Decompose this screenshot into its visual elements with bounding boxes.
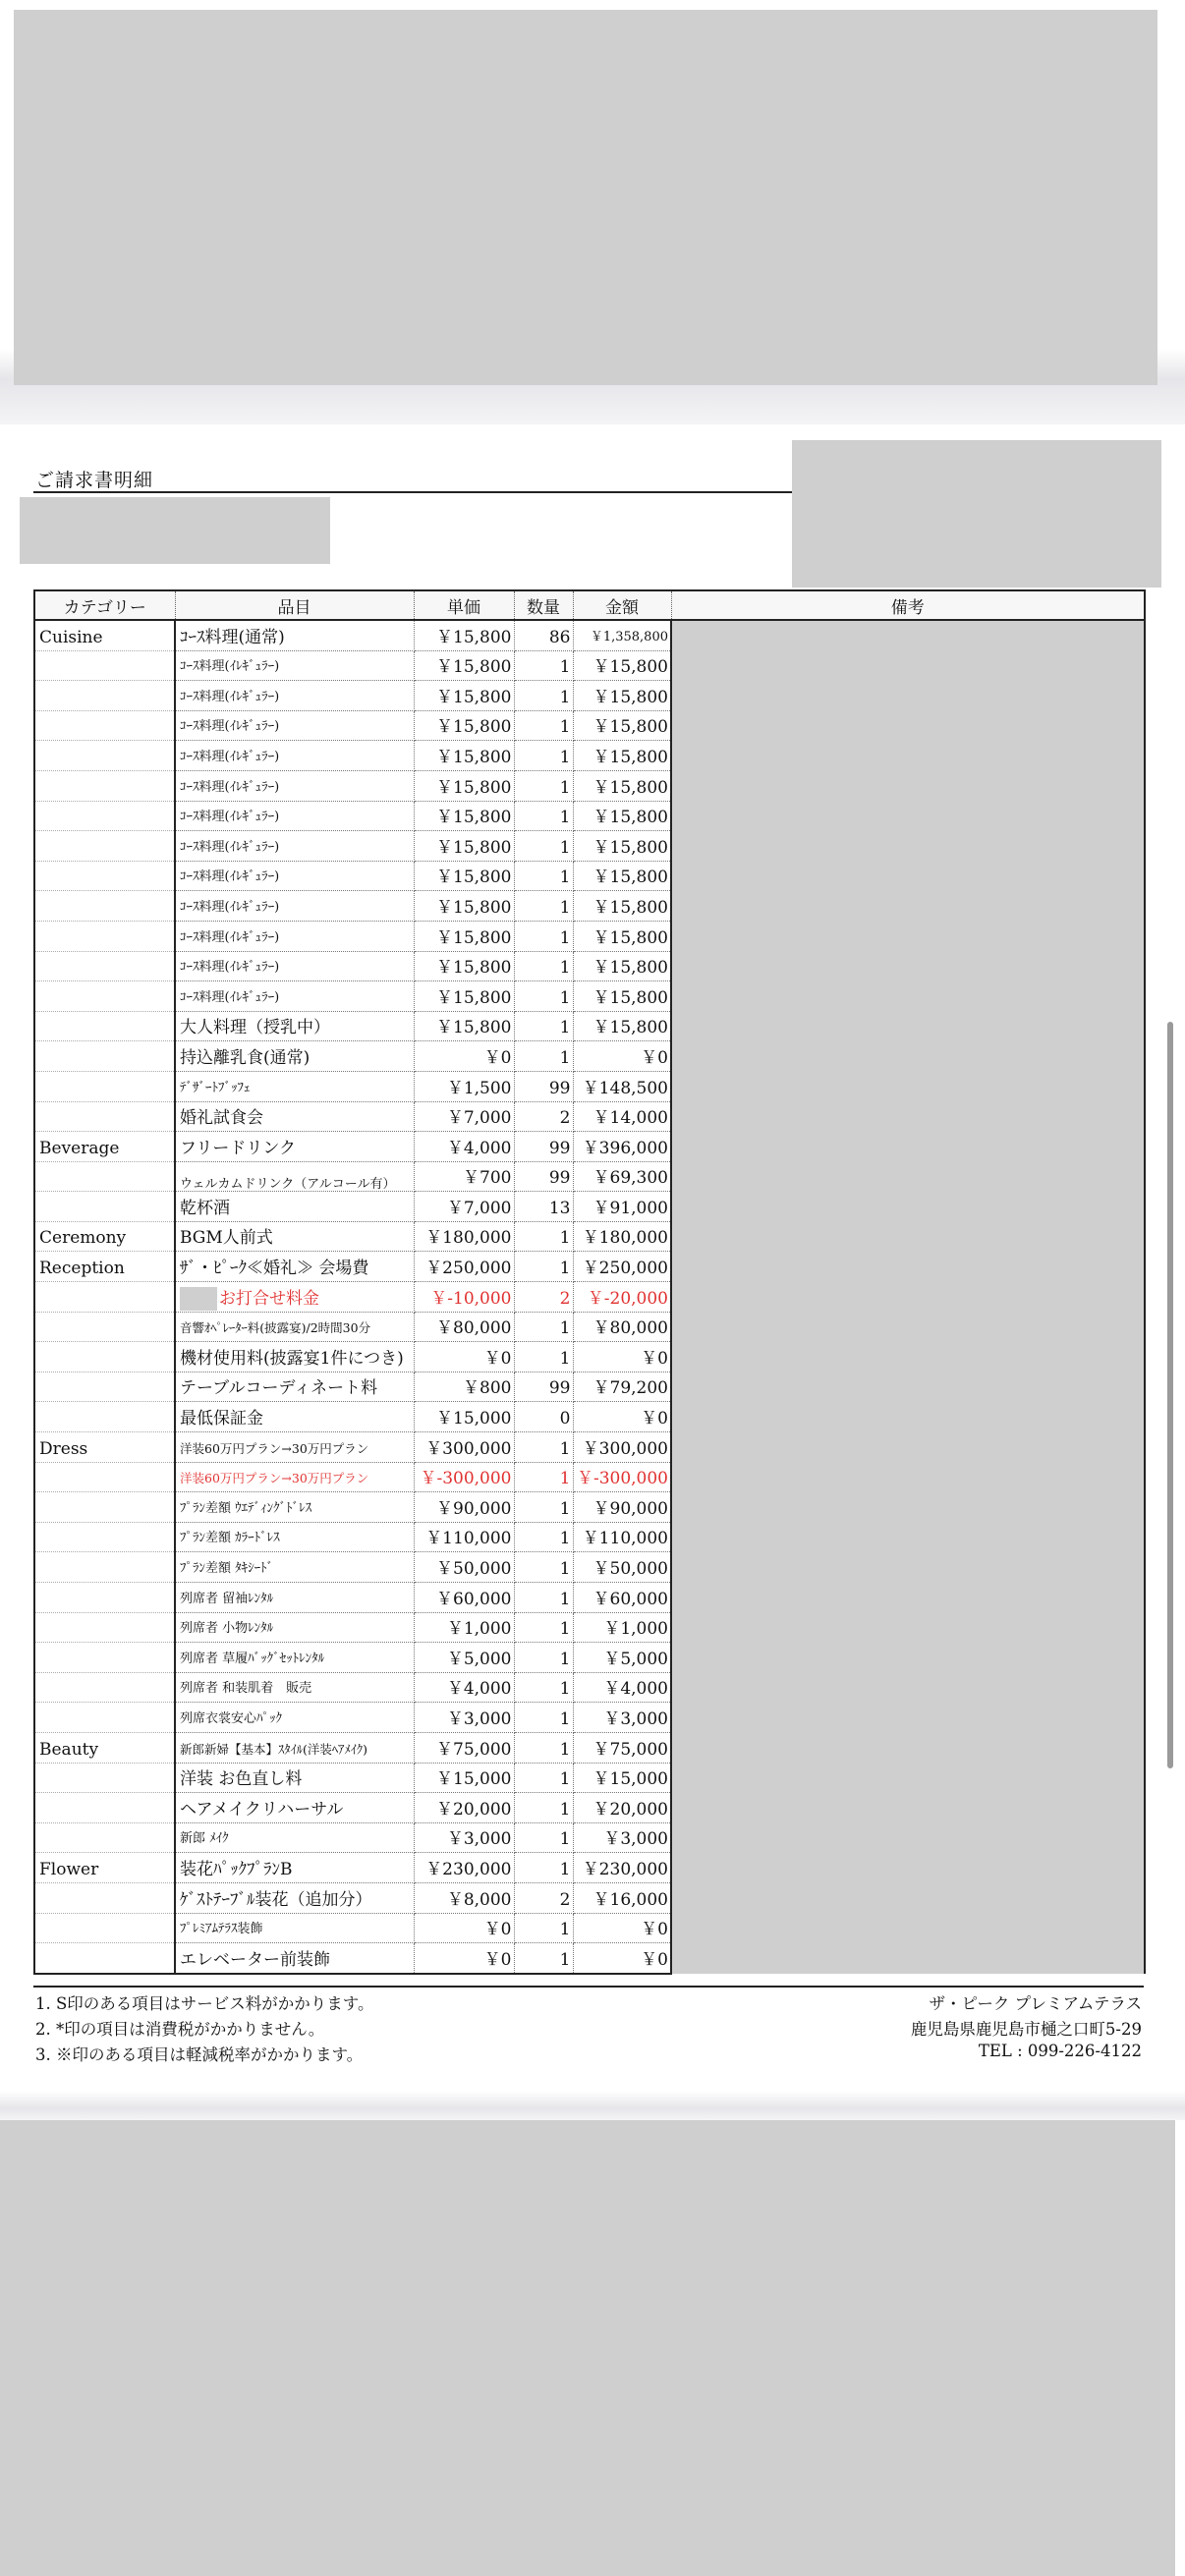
quantity-cell: 1 xyxy=(514,770,573,801)
quantity-cell: 13 xyxy=(514,1192,573,1222)
quantity-cell: 1 xyxy=(514,1703,573,1733)
category-cell xyxy=(34,1552,175,1583)
quantity-cell: 2 xyxy=(514,1282,573,1313)
amount-cell: ￥15,800 xyxy=(573,831,671,862)
item-label: ﾃﾞｻﾞｰﾄﾌﾞｯﾌｪ xyxy=(180,1080,251,1095)
item-label: ｺｰｽ料理(ｲﾚｷﾞｭﾗｰ) xyxy=(180,839,280,855)
category-cell: Flower xyxy=(34,1853,175,1883)
category-cell xyxy=(34,1703,175,1733)
item-label: BGM人前式 xyxy=(180,1228,273,1249)
page-title: ご請求書明細 xyxy=(35,470,154,491)
item-cell xyxy=(175,1732,414,1763)
quantity-cell: 2 xyxy=(514,1101,573,1132)
item-cell xyxy=(175,891,414,922)
amount-cell: ￥-20,000 xyxy=(573,1282,671,1313)
invoice-table xyxy=(33,589,1146,1975)
unit-price-cell: ￥15,800 xyxy=(414,801,514,831)
item-cell xyxy=(175,1943,414,1974)
amount-cell: ￥50,000 xyxy=(573,1552,671,1583)
quantity-cell: 1 xyxy=(514,861,573,891)
unit-price-cell: ￥700 xyxy=(414,1161,514,1192)
item-label: ｺｰｽ料理(ｲﾚｷﾞｭﾗｰ) xyxy=(180,689,280,704)
quantity-cell: 1 xyxy=(514,1943,573,1974)
amount-cell: ￥91,000 xyxy=(573,1192,671,1222)
item-label: フリードリンク xyxy=(180,1138,296,1158)
unit-price-cell: ￥15,800 xyxy=(414,891,514,922)
venue-address: 鹿児島県鹿児島市樋之口町5-29 xyxy=(910,2020,1142,2039)
unit-price-cell: ￥15,800 xyxy=(414,650,514,681)
category-cell xyxy=(34,831,175,862)
quantity-cell: 1 xyxy=(514,1011,573,1041)
category-cell xyxy=(34,1943,175,1974)
quantity-cell: 1 xyxy=(514,1913,573,1943)
item-cell xyxy=(175,1703,414,1733)
amount-cell: ￥110,000 xyxy=(573,1522,671,1552)
column-header-quantity: 数量 xyxy=(514,590,573,620)
unit-price-cell: ￥800 xyxy=(414,1372,514,1402)
amount-cell: ￥0 xyxy=(573,1402,671,1432)
quantity-cell: 1 xyxy=(514,1041,573,1072)
amount-cell: ￥15,800 xyxy=(573,801,671,831)
column-header-category: カテゴリー xyxy=(34,590,175,620)
amount-cell: ￥0 xyxy=(573,1943,671,1974)
amount-cell: ￥75,000 xyxy=(573,1732,671,1763)
category-cell: Ceremony xyxy=(34,1221,175,1252)
item-label: ｹﾞｽﾄﾃｰﾌﾞﾙ装花（追加分） xyxy=(180,1889,372,1910)
quantity-cell: 1 xyxy=(514,1492,573,1523)
amount-cell: ￥1,000 xyxy=(573,1612,671,1643)
category-cell xyxy=(34,1071,175,1101)
item-cell xyxy=(175,741,414,771)
item-cell xyxy=(175,1492,414,1523)
item-label: ﾌﾟﾗﾝ差額 ﾀｷｼｰﾄﾞ xyxy=(180,1561,274,1576)
item-cell xyxy=(175,1161,414,1192)
item-label: 婚礼試食会 xyxy=(180,1108,263,1129)
amount-cell: ￥-300,000 xyxy=(573,1462,671,1492)
unit-price-cell: ￥-300,000 xyxy=(414,1462,514,1492)
quantity-cell: 99 xyxy=(514,1132,573,1162)
category-cell: Dress xyxy=(34,1432,175,1463)
item-label: ｺｰｽ料理(ｲﾚｷﾞｭﾗｰ) xyxy=(180,749,280,764)
quantity-cell: 1 xyxy=(514,1853,573,1883)
quantity-cell: 1 xyxy=(514,710,573,741)
category-cell: Beverage xyxy=(34,1132,175,1162)
quantity-cell: 1 xyxy=(514,1672,573,1703)
amount-cell: ￥15,800 xyxy=(573,951,671,981)
unit-price-cell: ￥15,000 xyxy=(414,1763,514,1793)
amount-cell: ￥0 xyxy=(573,1342,671,1372)
redacted-header-block xyxy=(14,10,1157,385)
item-cell xyxy=(175,1643,414,1673)
item-label: 列席者 小物ﾚﾝﾀﾙ xyxy=(180,1621,274,1637)
amount-cell: ￥148,500 xyxy=(573,1071,671,1101)
quantity-cell: 1 xyxy=(514,981,573,1012)
venue-name: ザ・ピーク プレミアムテラス xyxy=(929,1994,1142,2013)
item-label: 装花ﾊﾟｯｸﾌﾟﾗﾝB xyxy=(180,1859,293,1879)
item-label: 新郎 ﾒｲｸ xyxy=(180,1831,229,1847)
unit-price-cell: ￥0 xyxy=(414,1943,514,1974)
item-label: ﾌﾟﾗﾝ差額 ｳｴﾃﾞｨﾝｸﾞﾄﾞﾚｽ xyxy=(180,1500,312,1516)
quantity-cell: 1 xyxy=(514,1822,573,1853)
category-cell xyxy=(34,1882,175,1913)
quantity-cell: 1 xyxy=(514,681,573,711)
item-label: ｺｰｽ料理(ｲﾚｷﾞｭﾗｰ) xyxy=(180,989,280,1005)
item-cell xyxy=(175,1793,414,1823)
item-cell xyxy=(175,1192,414,1222)
unit-price-cell: ￥15,000 xyxy=(414,1402,514,1432)
item-cell xyxy=(175,1462,414,1492)
unit-price-cell: ￥5,000 xyxy=(414,1643,514,1673)
category-cell xyxy=(34,1312,175,1342)
unit-price-cell: ￥15,800 xyxy=(414,681,514,711)
column-header-item: 品目 xyxy=(175,590,414,620)
category-cell xyxy=(34,1192,175,1222)
category-cell xyxy=(34,770,175,801)
item-cell xyxy=(175,710,414,741)
item-label: ﾌﾟﾗﾝ差額 ｶﾗｰﾄﾞﾚｽ xyxy=(180,1531,280,1546)
unit-price-cell: ￥15,800 xyxy=(414,981,514,1012)
item-cell xyxy=(175,1552,414,1583)
item-label: 大人料理（授乳中） xyxy=(180,1018,330,1038)
unit-price-cell: ￥3,000 xyxy=(414,1703,514,1733)
quantity-cell: 1 xyxy=(514,1552,573,1583)
unit-price-cell: ￥300,000 xyxy=(414,1432,514,1463)
unit-price-cell: ￥250,000 xyxy=(414,1252,514,1282)
amount-cell: ￥15,000 xyxy=(573,1763,671,1793)
category-cell xyxy=(34,1612,175,1643)
item-cell xyxy=(175,620,414,650)
amount-cell: ￥4,000 xyxy=(573,1672,671,1703)
unit-price-cell: ￥15,800 xyxy=(414,831,514,862)
item-label: 列席者 和装肌着 販売 xyxy=(180,1681,312,1697)
item-cell xyxy=(175,1432,414,1463)
amount-cell: ￥300,000 xyxy=(573,1432,671,1463)
unit-price-cell: ￥15,800 xyxy=(414,951,514,981)
amount-cell: ￥14,000 xyxy=(573,1101,671,1132)
item-cell xyxy=(175,1312,414,1342)
item-label: ｺｰｽ料理(ｲﾚｷﾞｭﾗｰ) xyxy=(180,719,280,735)
item-label: ｺｰｽ料理(ｲﾚｷﾞｭﾗｰ) xyxy=(180,659,280,675)
amount-cell: ￥15,800 xyxy=(573,650,671,681)
item-label: 音響ｵﾍﾟﾚｰﾀｰ料(披露宴)/2時間30分 xyxy=(180,1320,371,1336)
unit-price-cell: ￥4,000 xyxy=(414,1672,514,1703)
category-cell: Beauty xyxy=(34,1732,175,1763)
category-cell xyxy=(34,1282,175,1313)
unit-price-cell: ￥15,800 xyxy=(414,620,514,650)
quantity-cell: 1 xyxy=(514,921,573,951)
unit-price-cell: ￥75,000 xyxy=(414,1732,514,1763)
quantity-cell: 1 xyxy=(514,831,573,862)
category-cell xyxy=(34,921,175,951)
category-cell: Reception xyxy=(34,1252,175,1282)
category-cell xyxy=(34,1913,175,1943)
footer-rule xyxy=(33,1986,1144,1988)
page-gap-bottom xyxy=(0,2091,1185,2120)
redacted-next-page xyxy=(0,2120,1175,2576)
amount-cell: ￥69,300 xyxy=(573,1161,671,1192)
amount-cell: ￥15,800 xyxy=(573,681,671,711)
amount-cell: ￥15,800 xyxy=(573,981,671,1012)
unit-price-cell: ￥7,000 xyxy=(414,1192,514,1222)
item-label: テーブルコーディネート料 xyxy=(180,1378,378,1399)
item-cell xyxy=(175,1101,414,1132)
amount-cell: ￥15,800 xyxy=(573,770,671,801)
redacted-notes xyxy=(671,620,1145,1974)
category-cell xyxy=(34,1643,175,1673)
category-cell xyxy=(34,861,175,891)
amount-cell: ￥15,800 xyxy=(573,891,671,922)
category-cell xyxy=(34,1342,175,1372)
column-header-amount: 金額 xyxy=(573,590,671,620)
category-cell xyxy=(34,710,175,741)
amount-cell: ￥3,000 xyxy=(573,1822,671,1853)
quantity-cell: 1 xyxy=(514,1252,573,1282)
item-cell xyxy=(175,650,414,681)
unit-price-cell: ￥15,800 xyxy=(414,741,514,771)
item-label: ｺｰｽ料理(ｲﾚｷﾞｭﾗｰ) xyxy=(180,899,280,915)
item-cell xyxy=(175,1221,414,1252)
unit-price-cell: ￥15,800 xyxy=(414,710,514,741)
unit-price-cell: ￥1,000 xyxy=(414,1612,514,1643)
item-cell xyxy=(175,1342,414,1372)
quantity-cell: 1 xyxy=(514,1732,573,1763)
category-cell xyxy=(34,1492,175,1523)
category-cell xyxy=(34,1101,175,1132)
quantity-cell: 2 xyxy=(514,1882,573,1913)
scrollbar-thumb[interactable] xyxy=(1167,1022,1173,1768)
unit-price-cell: ￥4,000 xyxy=(414,1132,514,1162)
category-cell xyxy=(34,1402,175,1432)
item-cell xyxy=(175,1011,414,1041)
quantity-cell: 1 xyxy=(514,951,573,981)
item-cell xyxy=(175,1041,414,1072)
item-label: 洋装60万円プラン→30万円プラン xyxy=(180,1440,369,1456)
item-cell xyxy=(175,681,414,711)
amount-cell: ￥1,358,800 xyxy=(573,620,671,650)
item-cell xyxy=(175,1071,414,1101)
category-cell xyxy=(34,1041,175,1072)
item-label: ｺｰｽ料理(通常) xyxy=(180,627,285,647)
amount-cell: ￥79,200 xyxy=(573,1372,671,1402)
amount-cell: ￥80,000 xyxy=(573,1312,671,1342)
unit-price-cell: ￥90,000 xyxy=(414,1492,514,1523)
item-cell xyxy=(175,1372,414,1402)
unit-price-cell: ￥0 xyxy=(414,1913,514,1943)
item-cell xyxy=(175,981,414,1012)
item-cell xyxy=(175,1522,414,1552)
item-label: 列席者 留袖ﾚﾝﾀﾙ xyxy=(180,1591,274,1606)
item-label: ｻﾞ・ﾋﾟｰｸ≪婚礼≫ 会場費 xyxy=(180,1259,369,1279)
unit-price-cell: ￥15,800 xyxy=(414,1011,514,1041)
item-cell xyxy=(175,921,414,951)
item-label: ウェルカムドリンク（アルコール有） xyxy=(180,1177,396,1192)
item-cell xyxy=(175,1822,414,1853)
venue-tel: TEL : 099-226-4122 xyxy=(978,2042,1142,2060)
category-cell: Cuisine xyxy=(34,620,175,650)
table-body xyxy=(34,620,1145,1974)
item-cell xyxy=(175,951,414,981)
item-cell xyxy=(175,1252,414,1282)
quantity-cell: 1 xyxy=(514,1432,573,1463)
item-label: ｺｰｽ料理(ｲﾚｷﾞｭﾗｰ) xyxy=(180,810,280,825)
table-row xyxy=(34,620,1145,650)
item-cell xyxy=(175,1402,414,1432)
category-cell xyxy=(34,801,175,831)
amount-cell: ￥5,000 xyxy=(573,1643,671,1673)
category-cell xyxy=(34,891,175,922)
item-cell xyxy=(175,1132,414,1162)
footnote-1: 1. S印のある項目はサービス料がかかります。 xyxy=(35,1994,374,2013)
quantity-cell: 1 xyxy=(514,801,573,831)
item-label: 持込離乳食(通常) xyxy=(180,1047,310,1068)
item-label: 列席衣裳安心ﾊﾟｯｸ xyxy=(180,1710,283,1726)
item-label: 洋装60万円プラン→30万円プラン xyxy=(180,1471,369,1486)
quantity-cell: 1 xyxy=(514,1793,573,1823)
amount-cell: ￥60,000 xyxy=(573,1583,671,1613)
quantity-cell: 99 xyxy=(514,1372,573,1402)
redacted-item-prefix xyxy=(180,1287,217,1311)
item-label: 新郎新婦【基本】ｽﾀｲﾙ(洋装ﾍｱﾒｲｸ) xyxy=(180,1741,368,1757)
item-cell xyxy=(175,801,414,831)
amount-cell: ￥396,000 xyxy=(573,1132,671,1162)
item-label: ｺｰｽ料理(ｲﾚｷﾞｭﾗｰ) xyxy=(180,960,280,976)
quantity-cell: 1 xyxy=(514,1583,573,1613)
unit-price-cell: ￥230,000 xyxy=(414,1853,514,1883)
redacted-customer-name xyxy=(20,497,330,564)
amount-cell: ￥0 xyxy=(573,1913,671,1943)
table-header-row xyxy=(34,590,1145,620)
amount-cell: ￥15,800 xyxy=(573,861,671,891)
quantity-cell: 1 xyxy=(514,891,573,922)
footnote-3: 3. ※印のある項目は軽減税率がかかります。 xyxy=(35,2045,364,2064)
item-cell xyxy=(175,1763,414,1793)
amount-cell: ￥15,800 xyxy=(573,710,671,741)
quantity-cell: 1 xyxy=(514,1612,573,1643)
item-label: お打合せ料金 xyxy=(219,1288,319,1309)
item-label: ｺｰｽ料理(ｲﾚｷﾞｭﾗｰ) xyxy=(180,929,280,945)
unit-price-cell: ￥180,000 xyxy=(414,1221,514,1252)
item-cell xyxy=(175,1612,414,1643)
item-label: ﾌﾟﾚﾐｱﾑﾃﾗｽ装飾 xyxy=(180,1922,263,1937)
quantity-cell: 1 xyxy=(514,1763,573,1793)
unit-price-cell: ￥15,800 xyxy=(414,921,514,951)
amount-cell: ￥180,000 xyxy=(573,1221,671,1252)
amount-cell: ￥15,800 xyxy=(573,1011,671,1041)
item-label: 機材使用料(披露宴1件につき) xyxy=(180,1348,404,1369)
category-cell xyxy=(34,1583,175,1613)
footnote-2: 2. *印の項目は消費税がかかりません。 xyxy=(35,2020,325,2039)
item-label: 最低保証金 xyxy=(180,1409,263,1429)
item-label: 洋装 お色直し料 xyxy=(180,1769,303,1790)
quantity-cell: 0 xyxy=(514,1402,573,1432)
title-underline xyxy=(33,491,794,493)
quantity-cell: 86 xyxy=(514,620,573,650)
quantity-cell: 1 xyxy=(514,1342,573,1372)
unit-price-cell: ￥15,800 xyxy=(414,770,514,801)
unit-price-cell: ￥7,000 xyxy=(414,1101,514,1132)
unit-price-cell: ￥0 xyxy=(414,1342,514,1372)
quantity-cell: 1 xyxy=(514,650,573,681)
category-cell xyxy=(34,650,175,681)
unit-price-cell: ￥110,000 xyxy=(414,1522,514,1552)
category-cell xyxy=(34,1793,175,1823)
item-label: 乾杯酒 xyxy=(180,1198,230,1218)
unit-price-cell: ￥20,000 xyxy=(414,1793,514,1823)
unit-price-cell: ￥1,500 xyxy=(414,1071,514,1101)
quantity-cell: 1 xyxy=(514,1643,573,1673)
item-cell xyxy=(175,1672,414,1703)
category-cell xyxy=(34,981,175,1012)
quantity-cell: 99 xyxy=(514,1071,573,1101)
item-label: ｺｰｽ料理(ｲﾚｷﾞｭﾗｰ) xyxy=(180,869,280,885)
item-label: ヘアメイクリハーサル xyxy=(180,1799,344,1820)
category-cell xyxy=(34,1161,175,1192)
quantity-cell: 1 xyxy=(514,1312,573,1342)
unit-price-cell: ￥8,000 xyxy=(414,1882,514,1913)
redacted-stamp-block xyxy=(792,440,1161,588)
column-header-unit-price: 単価 xyxy=(414,590,514,620)
amount-cell: ￥3,000 xyxy=(573,1703,671,1733)
category-cell xyxy=(34,1763,175,1793)
amount-cell: ￥16,000 xyxy=(573,1882,671,1913)
item-cell xyxy=(175,1282,414,1313)
item-cell xyxy=(175,831,414,862)
quantity-cell: 1 xyxy=(514,1522,573,1552)
quantity-cell: 99 xyxy=(514,1161,573,1192)
item-cell xyxy=(175,770,414,801)
category-cell xyxy=(34,1822,175,1853)
unit-price-cell: ￥60,000 xyxy=(414,1583,514,1613)
unit-price-cell: ￥50,000 xyxy=(414,1552,514,1583)
category-cell xyxy=(34,951,175,981)
unit-price-cell: ￥-10,000 xyxy=(414,1282,514,1313)
quantity-cell: 1 xyxy=(514,741,573,771)
category-cell xyxy=(34,741,175,771)
unit-price-cell: ￥15,800 xyxy=(414,861,514,891)
category-cell xyxy=(34,1011,175,1041)
item-label: 列席者 草履ﾊﾞｯｸﾞｾｯﾄﾚﾝﾀﾙ xyxy=(180,1651,325,1666)
category-cell xyxy=(34,681,175,711)
unit-price-cell: ￥3,000 xyxy=(414,1822,514,1853)
amount-cell: ￥15,800 xyxy=(573,741,671,771)
unit-price-cell: ￥0 xyxy=(414,1041,514,1072)
amount-cell: ￥20,000 xyxy=(573,1793,671,1823)
item-cell xyxy=(175,1913,414,1943)
item-cell xyxy=(175,1882,414,1913)
category-cell xyxy=(34,1522,175,1552)
category-cell xyxy=(34,1672,175,1703)
item-cell xyxy=(175,861,414,891)
amount-cell: ￥0 xyxy=(573,1041,671,1072)
amount-cell: ￥15,800 xyxy=(573,921,671,951)
unit-price-cell: ￥80,000 xyxy=(414,1312,514,1342)
quantity-cell: 1 xyxy=(514,1221,573,1252)
category-cell xyxy=(34,1462,175,1492)
item-label: ｺｰｽ料理(ｲﾚｷﾞｭﾗｰ) xyxy=(180,779,280,795)
item-cell xyxy=(175,1853,414,1883)
item-cell xyxy=(175,1583,414,1613)
category-cell xyxy=(34,1372,175,1402)
amount-cell: ￥250,000 xyxy=(573,1252,671,1282)
quantity-cell: 1 xyxy=(514,1462,573,1492)
item-label: エレベーター前装飾 xyxy=(180,1949,330,1970)
amount-cell: ￥90,000 xyxy=(573,1492,671,1523)
amount-cell: ￥230,000 xyxy=(573,1853,671,1883)
column-header-notes: 備考 xyxy=(671,590,1145,620)
